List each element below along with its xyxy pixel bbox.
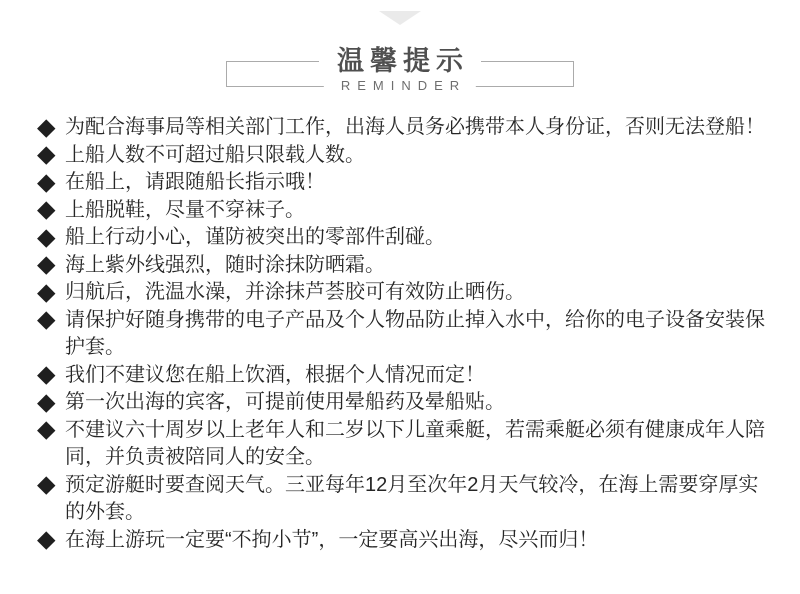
list-item bbox=[40, 417, 770, 472]
diamond-bullet-icon bbox=[40, 114, 65, 142]
diamond-bullet-icon bbox=[40, 252, 65, 280]
list-item-text: 在船上，请跟随船长指示哦！ bbox=[65, 171, 325, 193]
list-item bbox=[40, 142, 770, 170]
diamond-bullet-icon bbox=[40, 417, 65, 445]
list-item-text: 上船脱鞋，尽量不穿袜子。 bbox=[65, 198, 305, 221]
diamond-bullet-icon bbox=[40, 279, 65, 307]
list-item-text: 请保护好随身携带的电子产品及个人物品防止掉入水中，给你的电子设备安装保护套。 bbox=[65, 308, 765, 358]
list-item-text: 不建议六十周岁以上老年人和二岁以下儿童乘艇，若需乘艇必须有健康成年人陪同，并负责被陪同人的安全。 bbox=[65, 418, 765, 468]
page-title: 温馨提示 bbox=[319, 45, 481, 77]
list-item bbox=[40, 114, 770, 142]
diamond-bullet-icon bbox=[40, 224, 65, 252]
diamond-bullet-icon bbox=[40, 362, 65, 390]
list-item bbox=[40, 252, 770, 280]
page-subtitle: REMINDER bbox=[324, 78, 476, 94]
diamond-bullet-icon bbox=[40, 142, 65, 170]
triangle-down-icon bbox=[379, 11, 421, 25]
list-item-text: 上船人数不可超过船只限载人数。 bbox=[65, 143, 365, 166]
list-item-text: 为配合海事局等相关部门工作，出海人员务必携带本人身份证，否则无法登船！ bbox=[65, 116, 765, 138]
reminder-notice-page bbox=[0, 11, 800, 594]
list-item bbox=[40, 472, 770, 527]
reminder-list bbox=[40, 114, 770, 554]
list-item-text: 第一次出海的宾客，可提前使用晕船药及晕船贴。 bbox=[65, 391, 505, 413]
diamond-bullet-icon bbox=[40, 169, 65, 197]
list-item bbox=[40, 197, 770, 225]
list-item-text: 船上行动小心，谨防被突出的零部件刮碰。 bbox=[65, 226, 445, 248]
diamond-bullet-icon bbox=[40, 472, 65, 500]
diamond-bullet-icon bbox=[40, 527, 65, 555]
list-item-text: 预定游艇时要查阅天气。三亚每年12月至次年2月天气较冷，在海上需要穿厚实的外套。 bbox=[65, 473, 759, 523]
list-item bbox=[40, 224, 770, 252]
list-item bbox=[40, 169, 770, 197]
diamond-bullet-icon bbox=[40, 197, 65, 225]
diamond-bullet-icon bbox=[40, 307, 65, 335]
header-title-box bbox=[226, 46, 574, 93]
list-item-text: 归航后，洗温水澡，并涂抹芦荟胶可有效防止晒伤。 bbox=[65, 281, 525, 303]
list-item bbox=[40, 527, 770, 555]
list-item bbox=[40, 307, 770, 362]
list-item-text: 在海上游玩一定要“不拘小节”，一定要高兴出海，尽兴而归！ bbox=[65, 528, 599, 551]
list-item bbox=[40, 362, 770, 390]
list-item-text: 海上紫外线强烈，随时涂抹防晒霜。 bbox=[65, 253, 385, 276]
list-item bbox=[40, 389, 770, 417]
list-item-text: 我们不建议您在船上饮酒，根据个人情况而定！ bbox=[65, 363, 485, 386]
diamond-bullet-icon bbox=[40, 389, 65, 417]
list-item bbox=[40, 279, 770, 307]
